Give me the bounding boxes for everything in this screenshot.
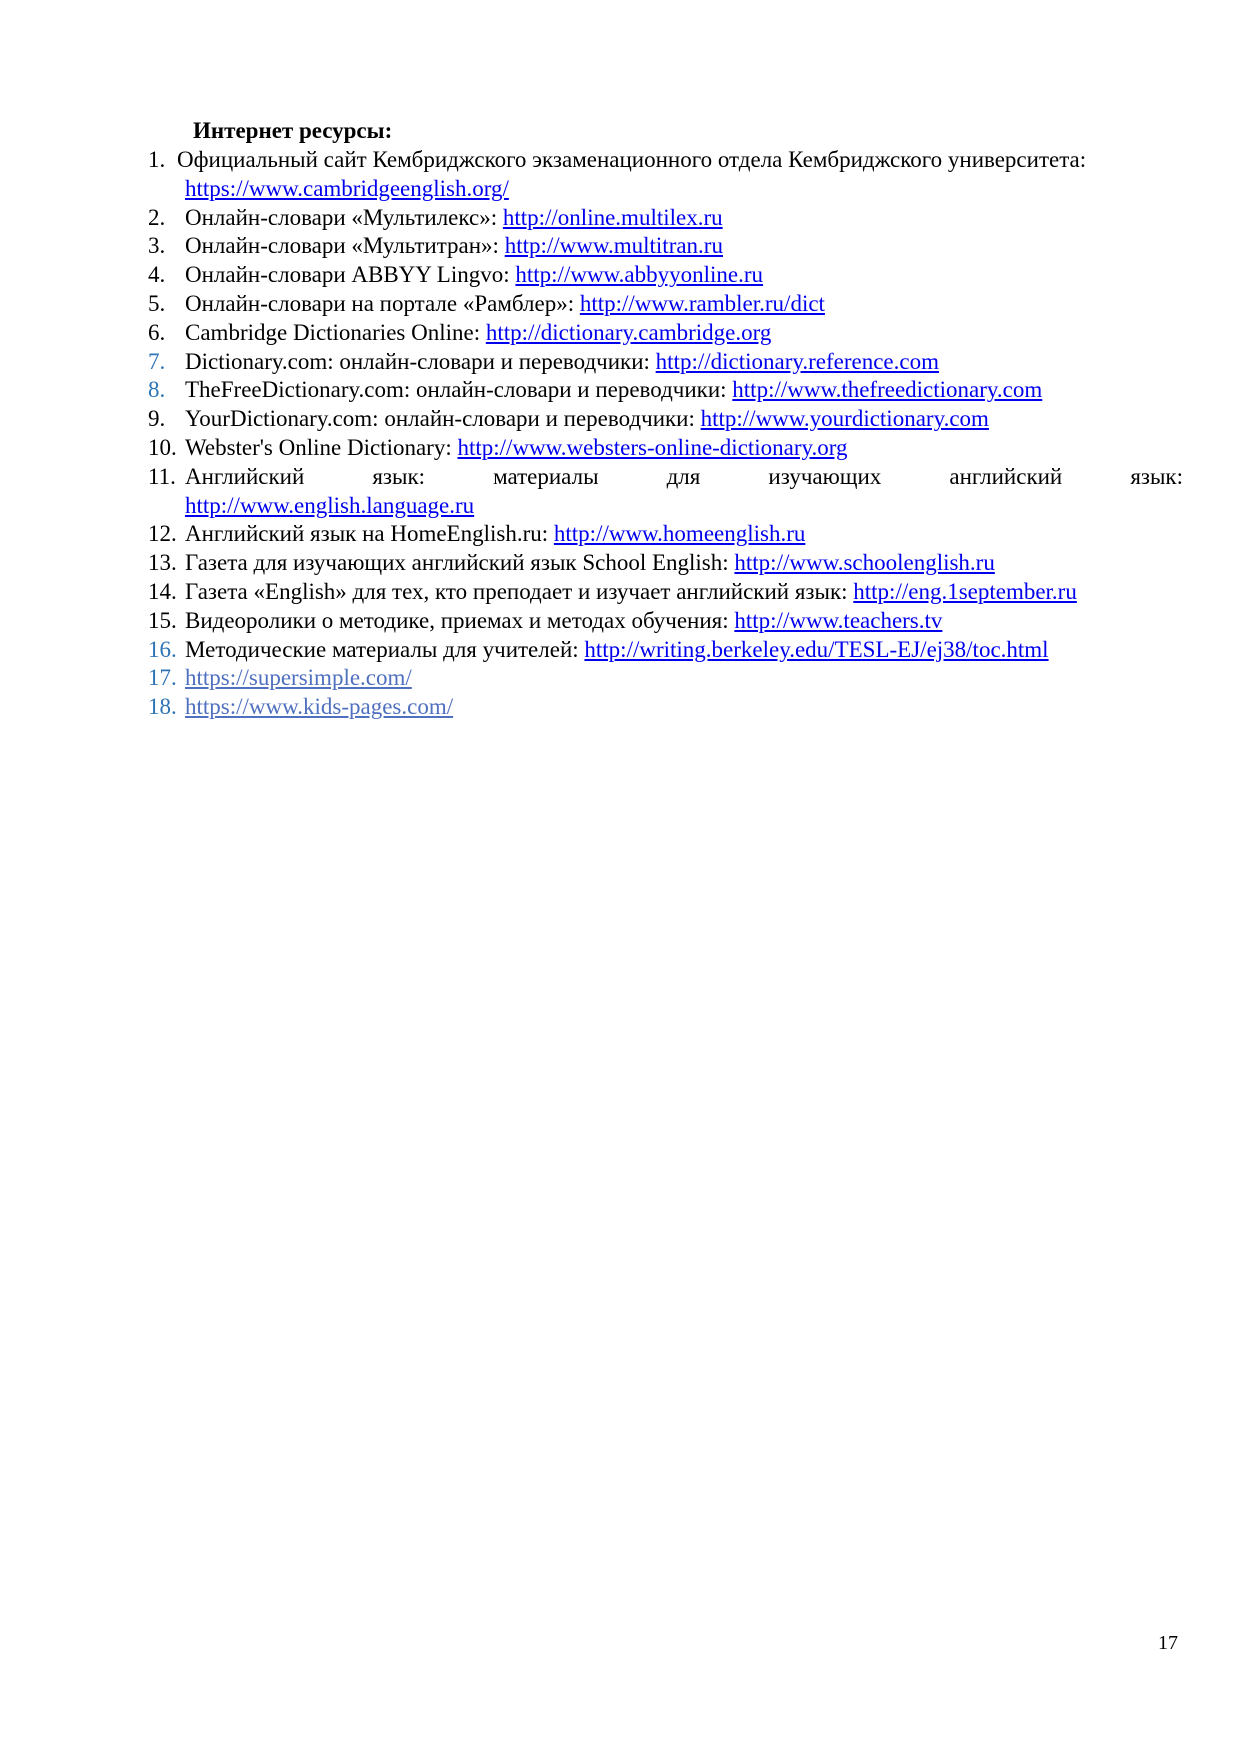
item-text: Webster's Online Dictionary: <box>185 434 458 460</box>
item-number: 12. <box>148 521 177 547</box>
list-item <box>148 146 1183 204</box>
list-item <box>148 405 1183 434</box>
list-item <box>148 578 1183 607</box>
list-item <box>148 520 1183 549</box>
item-number: 11. <box>148 463 176 489</box>
resource-link[interactable]: http://www.rambler.ru/dict <box>579 290 825 316</box>
list-item <box>148 636 1183 665</box>
item-text: Онлайн-словари «Мультитран»: <box>185 233 505 259</box>
item-number: 2. <box>148 204 166 230</box>
item-number: 15. <box>148 607 177 633</box>
list-item <box>148 204 1183 233</box>
resource-link[interactable]: http://www.homeenglish.ru <box>553 521 806 547</box>
item-number: 14. <box>148 578 177 604</box>
item-body <box>185 636 1183 665</box>
list-item <box>148 348 1183 377</box>
resource-link[interactable]: http://www.yourdictionary.com <box>700 406 989 432</box>
item-number: 8. <box>148 377 166 403</box>
item-body <box>185 607 1183 636</box>
item-body <box>185 204 1183 233</box>
resource-link[interactable]: http://dictionary.cambridge.org <box>485 319 772 345</box>
item-number: 18. <box>148 694 177 720</box>
item-number: 16. <box>148 636 177 662</box>
item-text: Официальный сайт Кембриджского экзаменационного отдела Кембриджского университета: <box>177 147 1087 172</box>
item-number: 10. <box>148 434 177 460</box>
item-body <box>185 376 1183 405</box>
resource-link[interactable]: http://dictionary.reference.com <box>655 348 939 374</box>
item-body <box>185 578 1183 607</box>
resource-link[interactable]: https://www.cambridgeenglish.org/ <box>185 175 509 201</box>
item-body <box>185 261 1183 290</box>
item-body <box>177 146 1183 204</box>
item-body <box>185 319 1183 348</box>
item-text: YourDictionary.com: онлайн-словари и переводчики: <box>185 406 701 432</box>
resource-link[interactable]: http://writing.berkeley.edu/TESL-EJ/ej38/toc.html <box>584 636 1049 662</box>
list-item <box>148 261 1183 290</box>
item-number: 13. <box>148 550 177 576</box>
item-text: TheFreeDictionary.com: онлайн-словари и переводчики: <box>185 377 733 403</box>
resource-link[interactable]: http://online.multilex.ru <box>502 204 723 230</box>
item-number: 1. <box>148 147 166 172</box>
item-body <box>185 290 1183 319</box>
item-text: Dictionary.com: онлайн-словари и переводчики: <box>185 348 656 374</box>
list-item <box>148 290 1183 319</box>
item-text: Английский язык на HomeEnglish.ru: <box>185 521 554 547</box>
item-number: 5. <box>148 290 166 316</box>
item-body <box>185 232 1183 261</box>
resource-link[interactable]: https://supersimple.com/ <box>185 665 412 691</box>
page-number: 17 <box>1158 1632 1178 1654</box>
item-body <box>185 434 1183 463</box>
item-text: Английский язык: материалы для изучающих английский язык: <box>185 463 1183 489</box>
list-item <box>148 463 1183 521</box>
list-item <box>148 664 1183 693</box>
resource-link[interactable]: http://www.websters-online-dictionary.org <box>457 434 848 460</box>
resource-link[interactable]: http://eng.1september.ru <box>853 578 1077 604</box>
item-text: Онлайн-словари ABBYY Lingvo: <box>185 262 516 288</box>
item-body <box>185 405 1183 434</box>
resource-link[interactable]: http://www.teachers.tv <box>734 607 943 633</box>
resource-link[interactable]: http://www.thefreedictionary.com <box>732 377 1043 403</box>
item-number: 9. <box>148 406 166 432</box>
item-body <box>185 549 1183 578</box>
resource-link[interactable]: http://www.english.language.ru <box>185 492 475 518</box>
item-text: Газета «English» для тех, кто преподает и изучает английский язык: <box>185 578 854 604</box>
item-text: Газета для изучающих английский язык School English: <box>185 550 735 576</box>
item-text: Онлайн-словари на портале «Рамблер»: <box>185 290 580 316</box>
section-heading: Интернет ресурсы: <box>193 118 393 143</box>
list-item <box>148 693 1183 722</box>
list-item <box>148 549 1183 578</box>
item-body <box>185 463 1183 521</box>
resource-link[interactable]: http://www.schoolenglish.ru <box>734 550 995 576</box>
resource-link[interactable]: http://www.multitran.ru <box>504 233 723 259</box>
resource-link[interactable]: https://www.kids-pages.com/ <box>185 694 454 720</box>
list-item <box>148 607 1183 636</box>
item-number: 17. <box>148 665 177 691</box>
resource-list <box>148 146 1183 722</box>
item-number: 7. <box>148 348 166 374</box>
item-number: 4. <box>148 262 166 288</box>
item-body <box>185 348 1183 377</box>
item-body <box>185 693 1183 722</box>
item-text: Методические материалы для учителей: <box>185 636 585 662</box>
list-item <box>148 232 1183 261</box>
list-item <box>148 376 1183 405</box>
list-item <box>148 434 1183 463</box>
item-number: 3. <box>148 233 166 259</box>
item-text: Cambridge Dictionaries Online: <box>185 319 486 345</box>
item-body <box>185 520 1183 549</box>
list-item <box>148 319 1183 348</box>
resource-link[interactable]: http://www.abbyyonline.ru <box>515 262 764 288</box>
item-text: Онлайн-словари «Мультилекс»: <box>185 204 503 230</box>
item-body <box>185 664 1183 693</box>
item-text: Видеоролики о методике, приемах и методах обучения: <box>185 607 735 633</box>
item-number: 6. <box>148 319 166 345</box>
